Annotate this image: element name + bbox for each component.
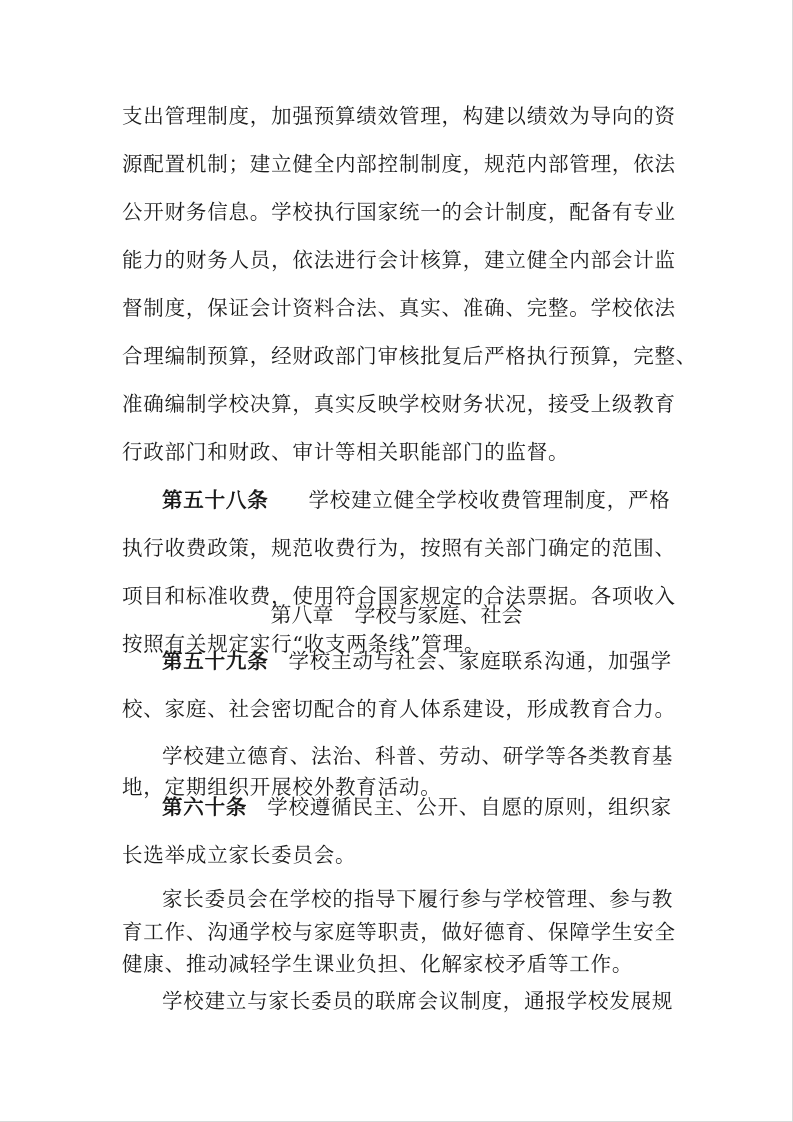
article-60-text: 学校遵循民主、公开、自愿的原则，组织家 [267, 795, 672, 819]
body-text-line: 项目和标准收费，使用符合国家规定的合法票据。各项收入 [122, 584, 676, 608]
article-60-label: 第六十条 [162, 795, 248, 819]
chapter-heading: 第八章 学校与家庭、社会 [270, 603, 523, 627]
body-text-line: 行政部门和财政、审计等相关职能部门的监督。 [122, 440, 570, 464]
body-text-line: 按照有关规定实行“收支两条线”管理。 [122, 632, 486, 656]
body-text-line: 家长委员会在学校的指导下履行参与学校管理、参与教 [162, 887, 674, 911]
body-text-line: 学校建立德育、法治、科普、劳动、研学等各类教育基 [162, 744, 674, 768]
body-text-line: 执行收费政策，规范收费行为，按照有关部门确定的范围、 [122, 536, 676, 560]
body-text-line: 公开财务信息。学校执行国家统一的会计制度，配备有专业 [122, 200, 676, 224]
body-text-line: 地，定期组织开展校外教育活动。 [122, 775, 442, 799]
article-58-text: 学校建立健全学校收费管理制度，严格 [308, 488, 671, 512]
article-58-first-line [162, 486, 671, 514]
body-text-line: 支出管理制度，加强预算绩效管理，构建以绩效为导向的资 [122, 104, 676, 128]
body-text-line: 长选举成立家长委员会。 [122, 843, 357, 867]
body-text-line: 合理编制预算，经财政部门审核批复后严格执行预算，完整、 [122, 344, 698, 368]
body-text-line: 育工作、沟通学校与家庭等职责，做好德育、保障学生安全 [122, 920, 676, 944]
body-text-line: 健康、推动减轻学生课业负担、化解家校矛盾等工作。 [122, 952, 634, 976]
article-59-label: 第五十九条 [162, 649, 269, 673]
article-59-first-line [162, 647, 672, 675]
body-text-line: 学校建立与家长委员的联席会议制度，通报学校发展规 [162, 989, 674, 1013]
article-60-first-line [162, 793, 672, 821]
body-text-line: 源配置机制；建立健全内部控制制度，规范内部管理，依法 [122, 152, 676, 176]
body-text-line: 准确编制学校决算，真实反映学校财务状况，接受上级教育 [122, 392, 676, 416]
article-59-text: 学校主动与社会、家庭联系沟通，加强学 [288, 649, 672, 673]
body-text-line: 能力的财务人员，依法进行会计核算，建立健全内部会计监 [122, 248, 676, 272]
body-text-line: 督制度，保证会计资料合法、真实、准确、完整。学校依法 [122, 296, 676, 320]
body-text-line: 校、家庭、社会密切配合的育人体系建设，形成教育合力。 [122, 697, 676, 721]
article-58-label: 第五十八条 [162, 488, 269, 512]
